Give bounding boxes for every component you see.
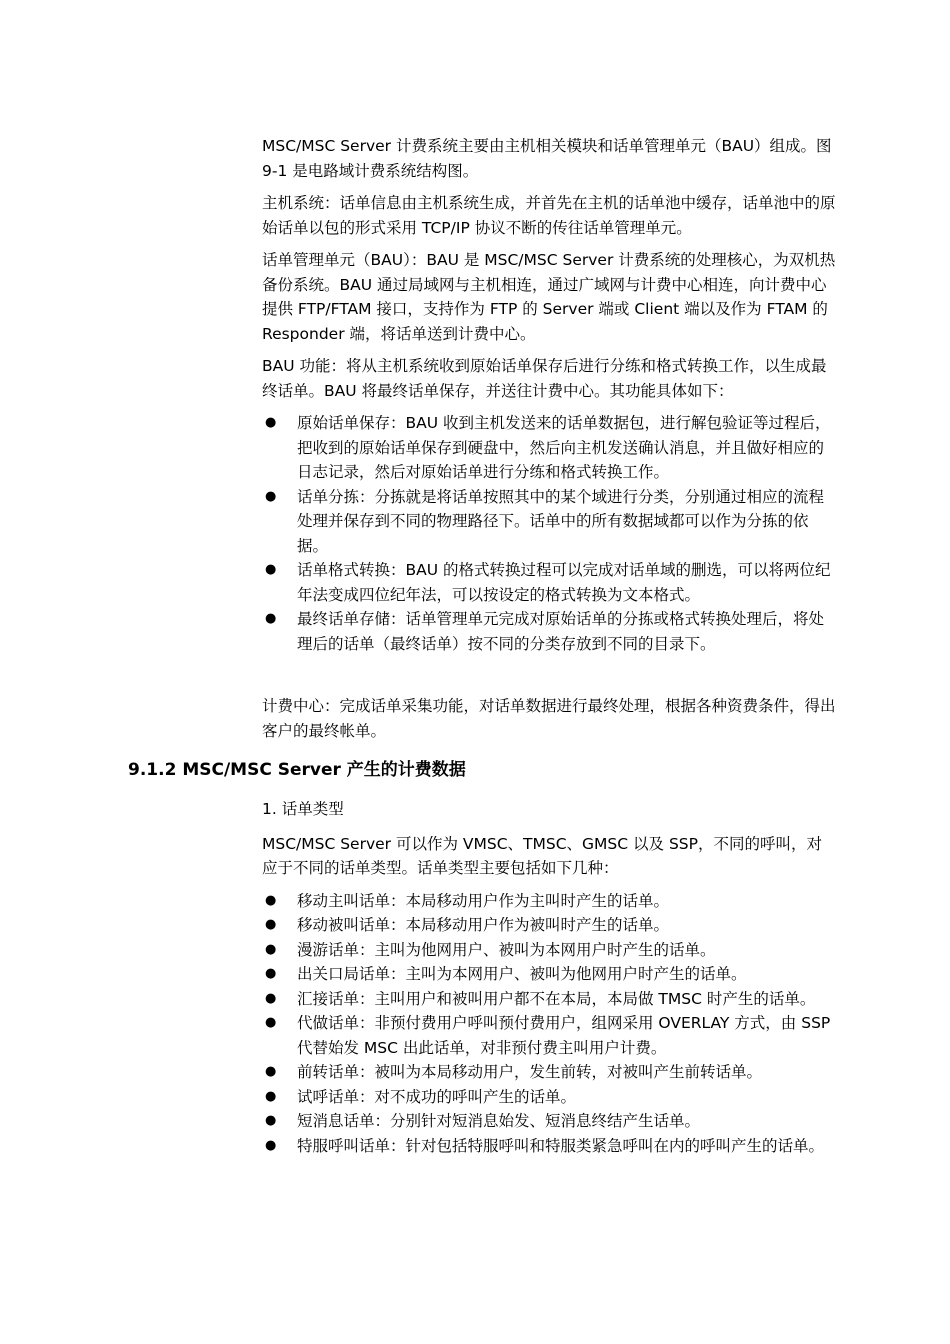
paragraph-bau: 话单管理单元（BAU）：BAU 是 MSC/MSC Server 计费系统的处理核心，为双机热备份系统。BAU 通过局域网与主机相连，通过广域网与计费中心相连，向计费中心提供 FTP/FTAM 接口，支持作为 FTP 的 Server 端或 Client 端以及作为 FTAM 的 Responder 端，将话单送到计费中心。 — [262, 251, 836, 343]
list-item — [262, 558, 837, 607]
section-heading: 9.1.2 MSC/MSC Server 产生的计费数据 — [128, 760, 466, 780]
bullet-icon: ● — [265, 892, 277, 908]
list-item-text: 最终话单存储：话单管理单元完成对原始话单的分拣或格式转换处理后，将处理后的话单（最终话单）按不同的分类存放到不同的目录下。 — [297, 610, 825, 653]
bullet-icon: ● — [265, 941, 277, 957]
spacer — [262, 664, 837, 694]
bullet-icon: ● — [265, 562, 277, 577]
list-item-text: 移动被叫话单：本局移动用户作为被叫时产生的话单。 — [297, 916, 670, 934]
list-item — [262, 411, 837, 485]
bullet-icon: ● — [265, 611, 277, 626]
list-item — [262, 1011, 837, 1060]
paragraph-cdr-intro: MSC/MSC Server 可以作为 VMSC、TMSC、GMSC 以及 SSP，不同的呼叫，对应于不同的话单类型。话单类型主要包括如下几种： — [262, 834, 822, 877]
list-item-text: 原始话单保存：BAU 收到主机发送来的话单数据包，进行解包验证等过程后，把收到的原始话单保存到硬盘中，然后向主机发送确认消息，并且做好相应的日志记录，然后对原始话单进行分练和格式转换工作。 — [297, 414, 831, 481]
document-body — [128, 134, 837, 1166]
list-item — [262, 987, 837, 1012]
paragraph-host-system: 主机系统：话单信息由主机系统生成，并首先在主机的话单池中缓存，话单池中的原始话单以包的形式采用 TCP/IP 协议不断的传往话单管理单元。 — [262, 194, 836, 237]
list-item — [262, 913, 837, 938]
list-item-text: 试呼话单：对不成功的呼叫产生的话单。 — [297, 1087, 577, 1106]
bullet-icon: ● — [265, 1088, 277, 1104]
cdr-type-list — [262, 889, 837, 1159]
list-item-text: 话单格式转换：BAU 的格式转换过程可以完成对话单域的删选，可以将两位纪年法变成四位纪年法，可以按设定的格式转换为文本格式。 — [297, 561, 831, 604]
paragraph-overview: MSC/MSC Server 计费系统主要由主机相关模块和话单管理单元（BAU）组成。图 9-1 是电路域计费系统结构图。 — [262, 137, 832, 180]
paragraph-bau-function: BAU 功能：将从主机系统收到原始话单保存后进行分练和格式转换工作，以生成最终话单。BAU 将最终话单保存，并送往计费中心。其功能具体如下： — [262, 357, 827, 400]
list-item-text: 前转话单：被叫为本局移动用户，发生前转，对被叫产生前转话单。 — [297, 1063, 763, 1081]
list-item-text: 移动主叫话单：本局移动用户作为主叫时产生的话单。 — [297, 891, 670, 910]
list-item-text: 出关口局话单：主叫为本网用户、被叫为他网用户时产生的话单。 — [297, 965, 747, 983]
list-item — [262, 1109, 837, 1134]
list-item — [262, 889, 837, 914]
subsection-heading: 1. 话单类型 — [262, 800, 344, 818]
bau-function-list — [262, 411, 837, 656]
bullet-icon: ● — [265, 1064, 277, 1079]
list-item-text: 代做话单：非预付费用户呼叫预付费用户，组网采用 OVERLAY 方式，由 SSP 代替始发 MSC 出此话单，对非预付费主叫用户计费。 — [297, 1014, 831, 1057]
bullet-icon: ● — [265, 966, 277, 981]
bullet-icon: ● — [265, 488, 277, 504]
list-item — [262, 938, 837, 963]
list-item — [262, 1085, 837, 1110]
list-item — [262, 1060, 837, 1085]
list-item — [262, 1134, 837, 1159]
list-item-text: 短消息话单：分别针对短消息始发、短消息终结产生话单。 — [297, 1112, 701, 1130]
list-item-text: 特服呼叫话单：针对包括特服呼叫和特服类紧急呼叫在内的呼叫产生的话单。 — [297, 1136, 825, 1155]
list-item — [262, 485, 837, 559]
list-item — [262, 962, 837, 987]
list-item-text: 话单分拣：分拣就是将话单按照其中的某个域进行分类，分别通过相应的流程处理并保存到不同的物理路径下。话单中的所有数据域都可以作为分拣的依据。 — [297, 487, 825, 555]
bullet-icon: ● — [265, 1137, 277, 1153]
list-item — [262, 607, 837, 656]
list-item-text: 漫游话单：主叫为他网用户、被叫为本网用户时产生的话单。 — [297, 940, 716, 959]
bullet-icon: ● — [265, 1113, 277, 1128]
paragraph-billing-center: 计费中心：完成话单采集功能，对话单数据进行最终处理，根据各种资费条件，得出客户的最终帐单。 — [262, 697, 836, 740]
bullet-icon: ● — [265, 917, 277, 932]
bullet-icon: ● — [265, 990, 277, 1006]
list-item-text: 汇接话单：主叫用户和被叫用户都不在本局，本局做 TMSC 时产生的话单。 — [297, 989, 816, 1008]
bullet-icon: ● — [265, 1015, 277, 1030]
bullet-icon: ● — [265, 415, 277, 430]
